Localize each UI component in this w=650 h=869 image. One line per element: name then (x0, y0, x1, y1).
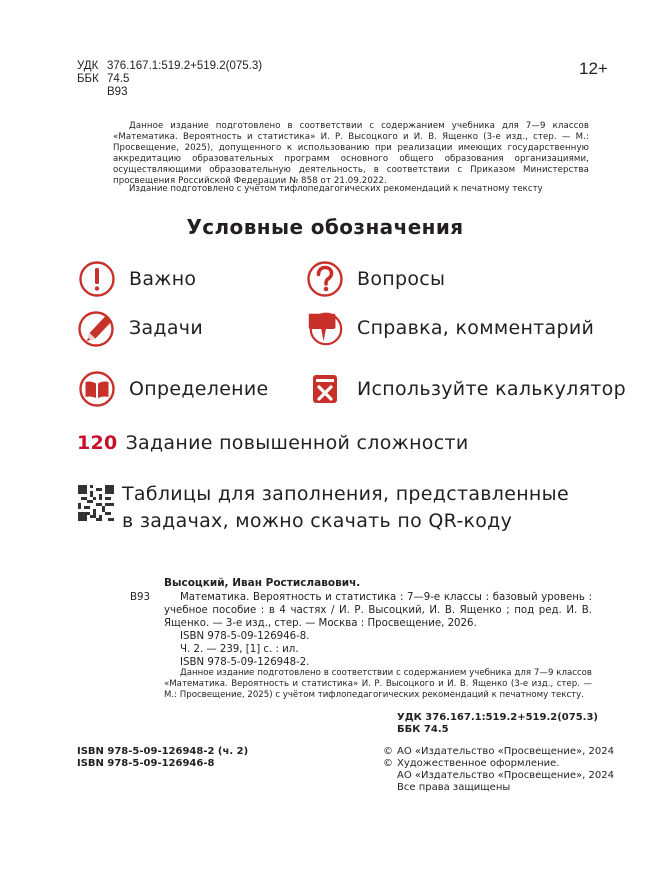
isbn-set: ISBN 978-5-09-126946-8. (180, 631, 310, 642)
speech-bubble-icon (305, 308, 345, 348)
copyright-block (383, 746, 614, 794)
legend-item-reference (305, 308, 594, 348)
legend-item-tasks (77, 308, 203, 348)
question-icon (305, 259, 345, 299)
copyright-line: АО «Издательство «Просвещение», 2024 (397, 770, 614, 781)
legend-title: Условные обозначения (186, 215, 464, 239)
legend-label: Вопросы (357, 268, 446, 290)
bbk-label: ББК (77, 73, 99, 85)
legend-label: Задачи (129, 317, 203, 339)
approval-note: Данное издание подготовлено в соответствии с содержанием учебника для 7—9 классов «Математика. Вероятность и статистика» И. Р. Высоцкого и И. В. Ященко (3-е изд., стер. — М.: Просвещение, 2025), допущенного к использованию при реализации имеющих государственную аккредитацию образовательных программ основного общего образования организациями, осуществляющими образовательную деятельность, в соответствии с Приказом Министерства просвещения Российской Федерации № 858 от 21.09.2022. (113, 121, 589, 186)
bbk-value: 74.5 (107, 73, 130, 85)
udk-label: УДК (77, 60, 99, 72)
footer-classification (397, 712, 598, 736)
author-heading: Высоцкий, Иван Ростиславович. (164, 577, 361, 589)
footer-udk: УДК 376.167.1:519.2+519.2(075.3) (397, 712, 598, 723)
hard-task-number: 120 (77, 432, 118, 454)
isbn-part: ISBN 978-5-09-126948-2. (180, 657, 310, 668)
legend-label: Справка, комментарий (357, 317, 595, 339)
author-code: В93 (107, 86, 128, 98)
copyright-line: © АО «Издательство «Просвещение», 2024 (383, 746, 614, 757)
legend-item-qr (78, 481, 569, 535)
copyright-line: Все права защищены (397, 782, 511, 793)
qr-description: Таблицы для заполнения, представленные в задачах, можно скачать по QR-коду (122, 483, 569, 532)
qr-code-icon (78, 485, 114, 521)
legend-label: Используйте калькулятор (357, 378, 626, 400)
typhlo-note: Издание подготовлено с учётом тифлопедагогических рекомендаций к печатному тексту (129, 184, 543, 194)
bibliographic-note: Данное издание подготовлено в соответствии с содержанием учебника для 7—9 классов «Математика. Вероятность и статистика» И. Р. Высоцкого и И. В. Ященко (3-е изд., стер. — М.: Просвещение, 2025) с учётом тифлопедагогических рекомендаций к печатному тексту. (164, 668, 592, 700)
copyright-line: © Художественное оформление. (383, 758, 560, 769)
udk-row (77, 60, 262, 73)
legend-label: Важно (129, 268, 197, 290)
author-code-row (77, 86, 262, 99)
age-rating: 12+ (579, 59, 608, 78)
calculator-icon (305, 369, 345, 409)
bbk-row (77, 73, 262, 86)
legend-label: Задание повышенной сложности (125, 432, 469, 454)
copyright-mark: © (383, 758, 393, 769)
footer-isbn-set: ISBN 978-5-09-126946-8 (77, 758, 215, 769)
pencil-icon (77, 308, 117, 348)
book-icon (77, 369, 117, 409)
legend-item-calculator (305, 369, 626, 409)
footer-isbn-part: ISBN 978-5-09-126948-2 (ч. 2) (77, 746, 249, 757)
part-info: Ч. 2. — 239, [1] с. : ил. (180, 644, 299, 655)
legend-item-definition (77, 369, 269, 409)
author-code: В93 (130, 592, 150, 603)
footer-isbn (77, 746, 248, 770)
copyright-mark: © (383, 746, 393, 757)
bibliographic-description: Математика. Вероятность и статистика : 7—9-е классы : базовый уровень : учебное пособие : в 4 частях / И. Р. Высоцкий, И. В. Ященко ; под ред. И. В. Ященко. — 3-е изд., стер. — Москва : Просвещение, 2026. (164, 592, 592, 629)
udk-value: 376.167.1:519.2+519.2(075.3) (107, 60, 263, 72)
classification-block (77, 60, 262, 99)
footer-bbk: ББК 74.5 (397, 724, 449, 735)
exclamation-icon (77, 259, 117, 299)
legend-item-questions (305, 259, 445, 299)
legend-item-hard-task (77, 432, 469, 454)
legend-item-important (77, 259, 196, 299)
legend-label: Определение (129, 378, 269, 400)
